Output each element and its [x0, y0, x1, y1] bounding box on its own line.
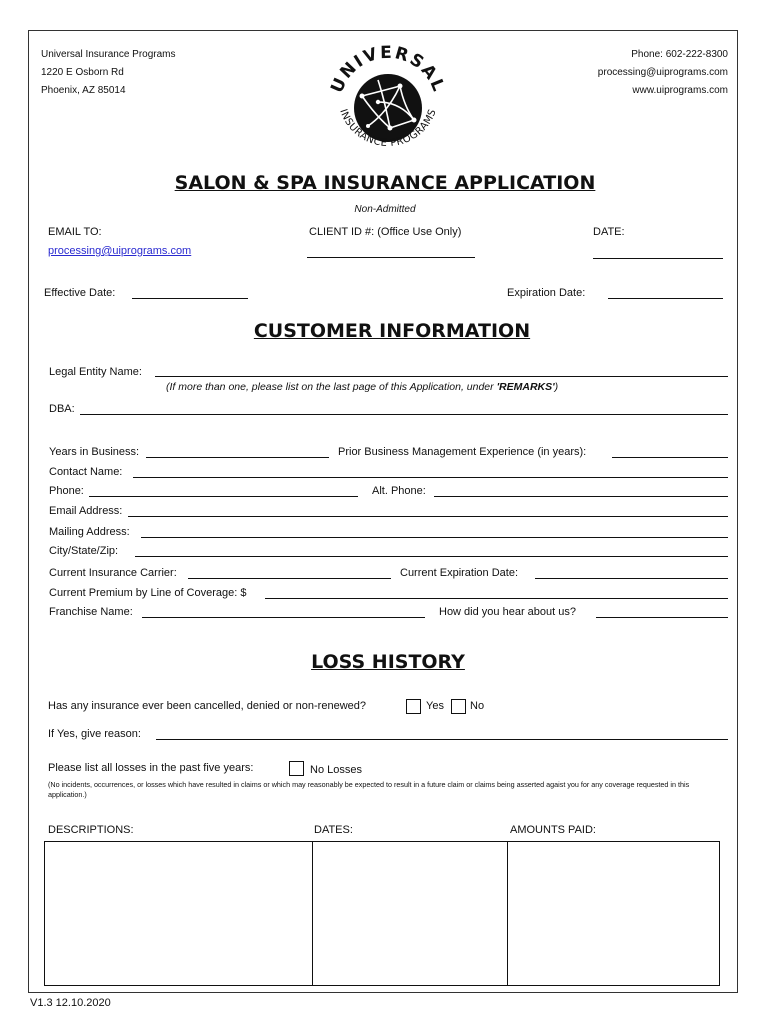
hear-about-us-label: How did you hear about us? — [439, 606, 576, 618]
expiration-date-field[interactable] — [608, 298, 723, 299]
no-losses-label: No Losses — [310, 764, 362, 776]
descriptions-header: DESCRIPTIONS: — [48, 824, 134, 836]
email-address-label: Email Address: — [49, 505, 123, 517]
mailing-address-label: Mailing Address: — [49, 526, 130, 538]
reason-label: If Yes, give reason: — [48, 728, 141, 740]
company-email: processing@uiprograms.com — [597, 67, 728, 78]
logo-bottom-text: INSURANCE PROGRAMS — [337, 107, 439, 150]
company-street: 1220 E Osborn Rd — [41, 67, 124, 78]
legal-entity-note: (If more than one, please list on the last page of this Application, under 'REMARKS') — [166, 381, 559, 393]
current-premium-field[interactable] — [265, 598, 728, 599]
phone-field[interactable] — [89, 496, 358, 497]
email-to-label: EMAIL TO: — [48, 226, 102, 238]
dates-cell[interactable] — [313, 842, 507, 985]
current-carrier-label: Current Insurance Carrier: — [49, 567, 177, 579]
hear-about-us-field[interactable] — [596, 617, 728, 618]
page-title: SALON & SPA INSURANCE APPLICATION — [174, 172, 596, 194]
date-label: DATE: — [593, 226, 625, 238]
mailing-address-field[interactable] — [141, 537, 728, 538]
dba-label: DBA: — [49, 403, 75, 415]
cancelled-question: Has any insurance ever been cancelled, denied or non-renewed? — [48, 700, 366, 712]
legal-entity-label: Legal Entity Name: — [49, 366, 142, 378]
legal-entity-field[interactable] — [155, 376, 728, 377]
contact-name-label: Contact Name: — [49, 466, 123, 478]
reason-field[interactable] — [156, 739, 728, 740]
company-name: Universal Insurance Programs — [41, 49, 176, 60]
amounts-paid-cell[interactable] — [508, 842, 720, 985]
client-id-label: CLIENT ID #: (Office Use Only) — [309, 226, 462, 238]
universal-logo — [318, 36, 458, 168]
losses-label: Please list all losses in the past five years: — [48, 762, 254, 774]
city-state-zip-field[interactable] — [135, 556, 728, 557]
email-address-field[interactable] — [128, 516, 728, 517]
company-phone: Phone: 602-222-8300 — [631, 49, 728, 60]
effective-date-field[interactable] — [132, 298, 248, 299]
alt-phone-field[interactable] — [434, 496, 728, 497]
amounts-paid-header: AMOUNTS PAID: — [510, 824, 596, 836]
company-address — [41, 46, 176, 100]
current-expiration-label: Current Expiration Date: — [400, 567, 518, 579]
customer-info-heading: CUSTOMER INFORMATION — [253, 320, 531, 342]
current-expiration-field[interactable] — [535, 578, 728, 579]
franchise-name-label: Franchise Name: — [49, 606, 133, 618]
loss-history-heading: LOSS HISTORY — [311, 651, 465, 673]
dba-field[interactable] — [80, 414, 728, 415]
loss-history-table — [44, 841, 720, 986]
page-subtitle: Non-Admitted — [354, 204, 416, 215]
expiration-date-label: Expiration Date: — [507, 287, 586, 299]
email-to-link[interactable]: processing@uiprograms.com — [48, 245, 192, 257]
loss-fine-print: (No incidents, occurrences, or losses which have resulted in claims or which may reasonably be expected to result in a future claim or claims being asserted agaist you for any coverage requested in this application.) — [48, 780, 690, 799]
alt-phone-label: Alt. Phone: — [372, 485, 426, 497]
client-id-field[interactable] — [307, 257, 475, 258]
no-losses-checkbox[interactable] — [289, 761, 304, 776]
company-contact — [598, 46, 728, 100]
current-carrier-field[interactable] — [188, 578, 391, 579]
phone-label: Phone: — [49, 485, 84, 497]
no-checkbox[interactable] — [451, 699, 466, 714]
dates-header: DATES: — [314, 824, 353, 836]
logo-top-text: UNIVERSAL — [327, 42, 449, 96]
years-in-business-label: Years in Business: — [49, 446, 140, 458]
contact-name-field[interactable] — [133, 477, 728, 478]
yes-label: Yes — [426, 700, 444, 712]
company-website: www.uiprograms.com — [632, 85, 728, 96]
yes-checkbox[interactable] — [406, 699, 421, 714]
years-in-business-field[interactable] — [146, 457, 329, 458]
date-field[interactable] — [593, 258, 723, 259]
effective-date-label: Effective Date: — [44, 287, 116, 299]
version-footer: V1.3 12.10.2020 — [30, 997, 111, 1009]
prior-experience-label: Prior Business Management Experience (in years): — [338, 446, 587, 458]
current-premium-label: Current Premium by Line of Coverage: $ — [49, 587, 247, 599]
descriptions-cell[interactable] — [45, 842, 312, 985]
company-city: Phoenix, AZ 85014 — [41, 85, 126, 96]
prior-experience-field[interactable] — [612, 457, 728, 458]
no-label: No — [470, 700, 485, 712]
city-state-zip-label: City/State/Zip: — [49, 545, 119, 557]
franchise-name-field[interactable] — [142, 617, 425, 618]
